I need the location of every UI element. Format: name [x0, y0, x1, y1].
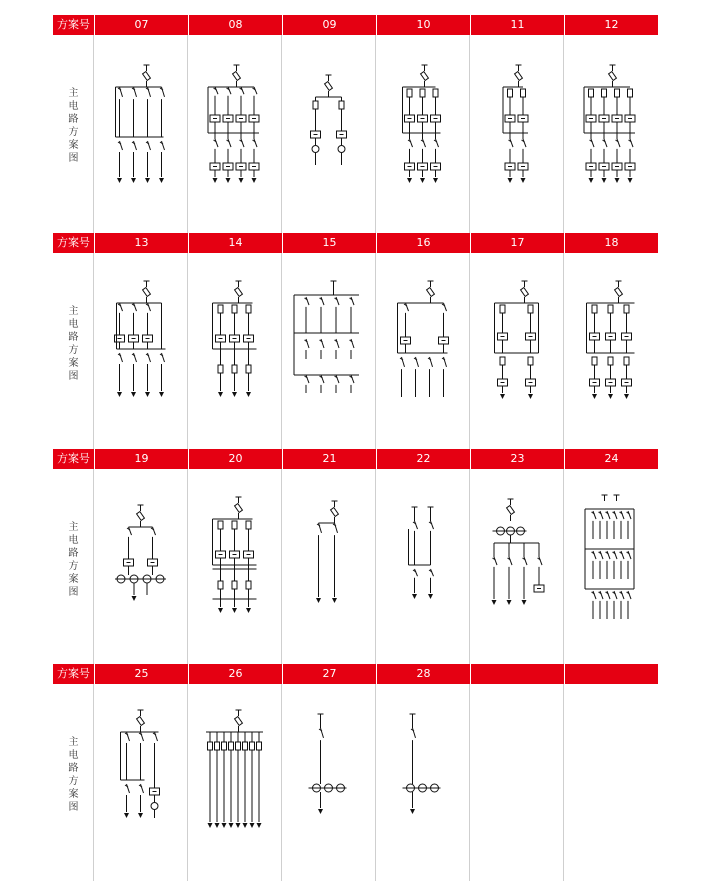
circuit-diagram [470, 684, 563, 881]
circuit-diagram [188, 684, 281, 881]
diagram-cell [470, 684, 564, 881]
row-label-char: 案 [68, 574, 79, 585]
circuit-diagram [282, 469, 375, 667]
circuit-diagram [94, 35, 187, 233]
circuit-diagram [376, 35, 469, 233]
scheme-section [53, 449, 658, 667]
diagram-cell [94, 253, 188, 451]
circuit-diagram [94, 684, 187, 881]
row-label-char: 案 [68, 358, 79, 369]
scheme-number: 19 [94, 449, 188, 469]
row-label-char: 图 [68, 587, 79, 598]
row-label-char: 方 [68, 127, 79, 138]
row-label-char: 电 [68, 319, 79, 330]
scheme-number: 21 [282, 449, 376, 469]
row-label-char: 图 [68, 153, 79, 164]
row-label-char: 电 [68, 535, 79, 546]
diagram-row [53, 253, 658, 451]
scheme-number: 28 [376, 664, 470, 684]
diagram-cell [564, 253, 658, 451]
scheme-number: 07 [94, 15, 188, 35]
diagram-cell [188, 253, 282, 451]
circuit-diagram [188, 253, 281, 451]
diagram-cell [376, 253, 470, 451]
scheme-number: 11 [470, 15, 564, 35]
diagram-cell [376, 35, 470, 233]
circuit-diagram [564, 684, 657, 881]
header-row [53, 664, 658, 684]
circuit-diagram [188, 469, 281, 667]
scheme-number: 13 [94, 233, 188, 253]
circuit-diagram [188, 35, 281, 233]
row-label-char: 路 [68, 332, 79, 343]
header-row [53, 233, 658, 253]
row-label [53, 87, 94, 165]
diagram-cell [282, 469, 376, 667]
scheme-section [53, 664, 658, 881]
row-label-char: 方 [68, 345, 79, 356]
diagram-cell [470, 469, 564, 667]
diagram-cell [188, 684, 282, 881]
row-label [53, 305, 94, 383]
scheme-number: 10 [376, 15, 470, 35]
circuit-diagram [564, 253, 657, 451]
circuit-diagram [376, 253, 469, 451]
scheme-number: 12 [564, 15, 658, 35]
circuit-diagram [282, 253, 375, 451]
row-label-char: 案 [68, 140, 79, 151]
row-label [53, 521, 94, 599]
header-label: 方案号 [53, 15, 94, 35]
scheme-number: 14 [188, 233, 282, 253]
row-label-char: 图 [68, 801, 79, 813]
circuit-diagram [94, 469, 187, 667]
scheme-section [53, 233, 658, 451]
diagram-cell [376, 684, 470, 881]
row-label-char: 主 [68, 306, 79, 317]
scheme-number: 09 [282, 15, 376, 35]
circuit-diagram [282, 35, 375, 233]
scheme-number: 22 [376, 449, 470, 469]
row-label-char: 电 [68, 749, 79, 761]
diagram-cell [94, 684, 188, 881]
row-label-char: 图 [68, 371, 79, 382]
row-label-cell [53, 684, 94, 881]
row-label-char: 方 [68, 775, 79, 787]
diagram-cell [564, 684, 658, 881]
scheme-number: 17 [470, 233, 564, 253]
row-label-char: 路 [68, 762, 79, 774]
scheme-number: 20 [188, 449, 282, 469]
circuit-diagram [470, 35, 563, 233]
diagram-cell [376, 469, 470, 667]
row-label-char: 主 [68, 88, 79, 99]
diagram-cell [282, 35, 376, 233]
scheme-number [470, 664, 564, 684]
circuit-diagram [470, 253, 563, 451]
scheme-number [564, 664, 658, 684]
scheme-number: 18 [564, 233, 658, 253]
diagram-cell [94, 469, 188, 667]
circuit-diagram [94, 253, 187, 451]
scheme-number: 24 [564, 449, 658, 469]
scheme-number: 25 [94, 664, 188, 684]
diagram-cell [94, 35, 188, 233]
row-label-char: 路 [68, 114, 79, 125]
header-row [53, 449, 658, 469]
circuit-diagram [376, 684, 469, 881]
circuit-diagram [376, 469, 469, 667]
row-label-char: 主 [68, 736, 79, 748]
diagram-cell [564, 35, 658, 233]
diagram-cell [282, 253, 376, 451]
diagram-cell [470, 35, 564, 233]
diagram-cell [470, 253, 564, 451]
row-label-cell [53, 253, 94, 451]
scheme-number: 08 [188, 15, 282, 35]
row-label-char: 方 [68, 561, 79, 572]
diagram-cell [188, 469, 282, 667]
circuit-diagram [564, 35, 657, 233]
diagram-cell [282, 684, 376, 881]
diagram-row [53, 35, 658, 233]
header-label: 方案号 [53, 233, 94, 253]
header-label: 方案号 [53, 449, 94, 469]
circuit-diagram [564, 469, 657, 667]
scheme-number: 26 [188, 664, 282, 684]
diagram-cell [188, 35, 282, 233]
scheme-number: 16 [376, 233, 470, 253]
row-label-char: 电 [68, 101, 79, 112]
header-row [53, 15, 658, 35]
scheme-number: 27 [282, 664, 376, 684]
scheme-section [53, 15, 658, 233]
scheme-number: 23 [470, 449, 564, 469]
circuit-diagram [282, 684, 375, 881]
circuit-diagram [470, 469, 563, 667]
row-label-cell [53, 469, 94, 667]
row-label-char: 主 [68, 522, 79, 533]
row-label-char: 路 [68, 548, 79, 559]
row-label [53, 736, 94, 814]
diagram-row [53, 469, 658, 667]
scheme-number: 15 [282, 233, 376, 253]
row-label-cell [53, 35, 94, 233]
header-label: 方案号 [53, 664, 94, 684]
diagram-cell [564, 469, 658, 667]
row-label-char: 案 [68, 788, 79, 800]
diagram-row [53, 684, 658, 881]
